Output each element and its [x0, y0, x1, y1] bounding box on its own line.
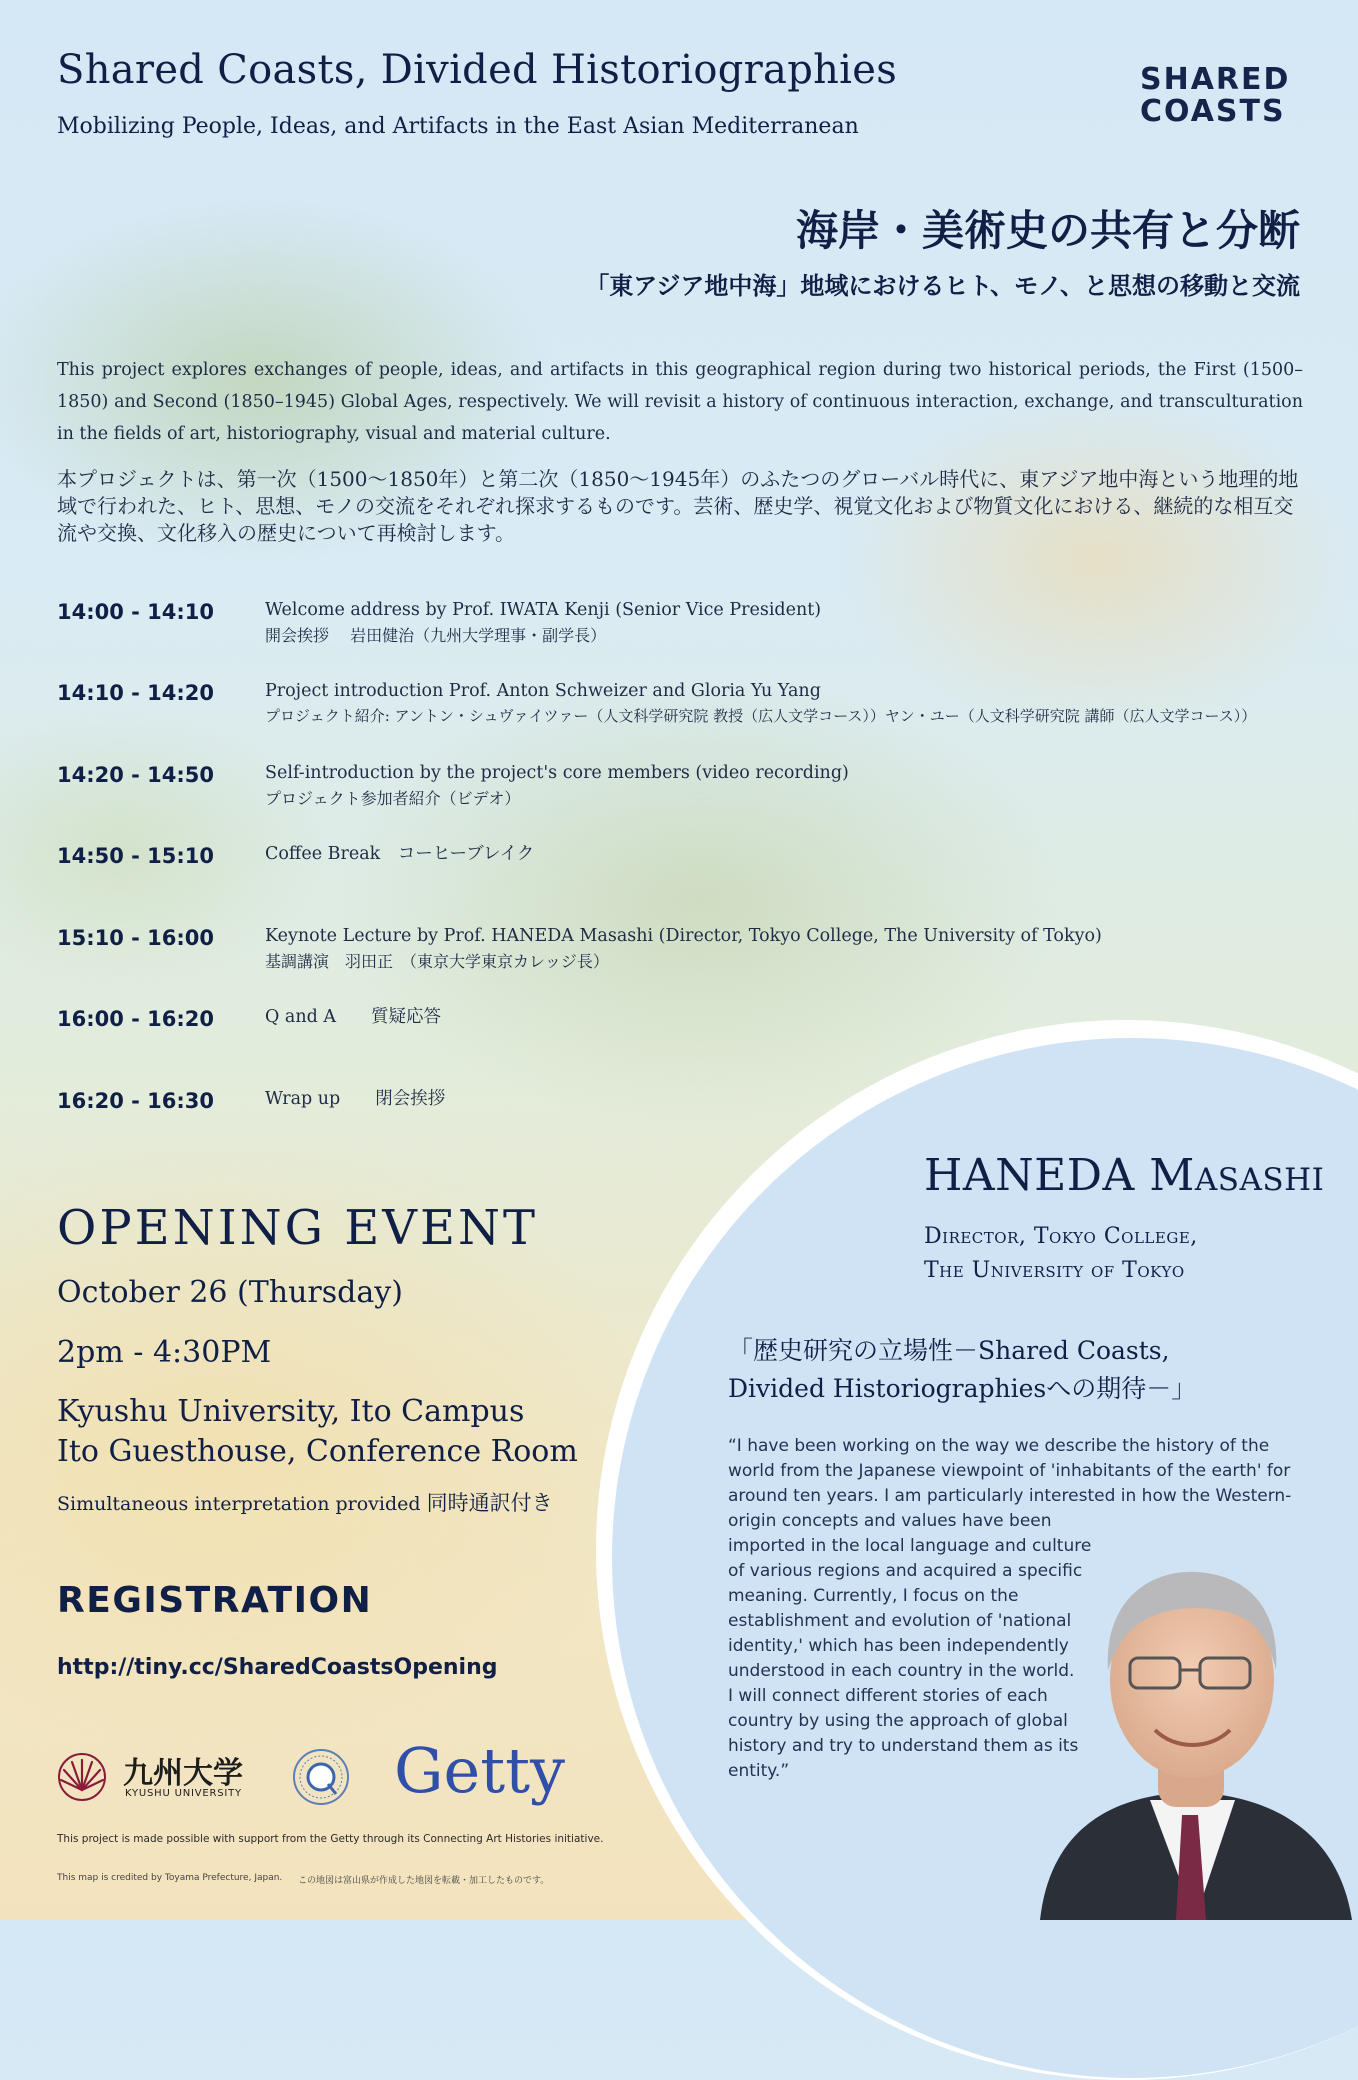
schedule-time: 15:10 - 16:00 [57, 926, 215, 950]
quote-line: I will connect different stories of each [728, 1686, 1048, 1706]
event-time: 2pm - 4:30PM [57, 1335, 272, 1370]
schedule-desc-en: Self-introduction by the project's core members (video recording) [265, 763, 849, 783]
shared-coasts-logo [1140, 64, 1290, 128]
subtitle-ja: 「東アジア地中海」地域におけるヒト、モノ、と思想の移動と交流 [585, 271, 1300, 300]
quote-line: world from the Japanese viewpoint of 'inhabitants of the earth' for [728, 1461, 1291, 1481]
event-date: October 26 (Thursday) [57, 1275, 403, 1310]
schedule-desc [265, 924, 1102, 974]
q-aos-logo-icon [292, 1748, 350, 1806]
event-heading: OPENING EVENT [57, 1200, 539, 1256]
schedule-desc-ja: 開会挨拶 岩田健治（九州大学理事・副学長） [265, 626, 607, 645]
registration-heading: REGISTRATION [57, 1580, 373, 1621]
quote-line: of various regions and acquired a specific [728, 1561, 1083, 1581]
schedule-time: 16:00 - 16:20 [57, 1007, 215, 1031]
intro-en: This project explores exchanges of people, ideas, and artifacts in this geographical region during two historical periods, the First (1500–1850) and Second (1850–1945) Global Ages, respectively. We will revisit a history of continuous interaction, exchange, and transculturation in the fields of art, historiography, visual and material culture. [57, 360, 1303, 444]
quote-line: “I have been working on the way we describe the history of the [728, 1436, 1270, 1456]
schedule-desc-en: Project introduction Prof. Anton Schweizer and Gloria Yu Yang [265, 681, 821, 701]
map-credit-en: This map is credited by Toyama Prefecture, Japan. [57, 1873, 283, 1883]
schedule-desc [265, 679, 1256, 729]
title-en: Shared Coasts, Divided Historiographies [57, 47, 898, 93]
kyushu-university-logo [57, 1748, 257, 1804]
schedule-time: 14:00 - 14:10 [57, 600, 215, 624]
quote-line: meaning. Currently, I focus on the [728, 1586, 1019, 1606]
quote-line: identity,' which has been independently [728, 1636, 1069, 1656]
schedule-desc-ja: プロジェクト参加者紹介（ビデオ） [265, 789, 521, 808]
interpretation-note [57, 1487, 553, 1517]
schedule-desc-ja: プロジェクト紹介: アントン・シュヴァイツァー（人文科学研究院 教授（広人文学コース））ヤン・ユー（人文科学研究院 講師（広人文学コース）） [265, 707, 1257, 725]
schedule-desc-ja: 基調講演 羽田正 （東京大学東京カレッジ長） [265, 952, 609, 971]
speaker-role-line-2: The University of Tokyo [924, 1258, 1185, 1283]
registration-link[interactable]: http://tiny.cc/SharedCoastsOpening [57, 1655, 498, 1680]
schedule-time: 14:50 - 15:10 [57, 844, 215, 868]
schedule-desc [265, 1087, 445, 1112]
schedule-desc [265, 842, 534, 867]
schedule-time: 16:20 - 16:30 [57, 1089, 215, 1113]
map-credit-ja: この地図は富山県が作成した地図を転載・加工したものです。 [298, 1876, 550, 1886]
speaker-name: HANEDA Masashi [924, 1150, 1325, 1201]
interpretation-en: Simultaneous interpretation provided [57, 1493, 421, 1515]
intro-ja: 本プロジェクトは、第一次（1500〜1850年）と第二次（1850〜1945年）のふたつのグローバル時代に、東アジア地中海という地理的地域で行われた、ヒト、思想、モノの交流をそれぞれ探求するものです。芸術、歴史学、視覚文化および物質文化における、継続的な相互交流や交換、文化移入の歴史について再検討します。 [57, 467, 1299, 545]
quote-line: origin concepts and values have been [728, 1511, 1052, 1531]
schedule-desc [265, 761, 849, 811]
event-venue-line-2: Ito Guesthouse, Conference Room [57, 1434, 578, 1469]
schedule-desc-en: Coffee Break コーヒーブレイク [265, 844, 535, 864]
speaker-role [924, 1220, 1198, 1288]
support-note: This project is made possible with support from the Getty through its Connecting Art Histories initiative. [57, 1833, 604, 1845]
schedule-time: 14:20 - 14:50 [57, 763, 215, 787]
talk-title [728, 1332, 1196, 1408]
kyushu-emblem-icon [57, 1752, 107, 1802]
schedule-desc-en: Welcome address by Prof. IWATA Kenji (Senior Vice President) [265, 600, 822, 620]
logo-line-2: COASTS [1140, 94, 1286, 129]
interpretation-ja: 同時通訳付き [426, 1491, 553, 1515]
quote-line: country by using the approach of global [728, 1711, 1068, 1731]
getty-logo: Getty [394, 1734, 566, 1807]
schedule-desc-en: Q and A 質疑応答 [265, 1007, 442, 1027]
speaker-role-line-1: Director, Tokyo College, [924, 1224, 1198, 1249]
kyushu-name-ja: 九州大学 [123, 1756, 243, 1791]
quote-line: around ten years. I am particularly interested in how the Western- [728, 1486, 1292, 1506]
talk-title-line-2: Divided Historiographiesへの期待－」 [728, 1374, 1197, 1403]
kyushu-name-en: KYUSHU UNIVERSITY [125, 1788, 242, 1799]
title-ja: 海岸・美術史の共有と分断 [795, 206, 1300, 255]
quote-line: imported in the local language and culture [728, 1536, 1092, 1556]
schedule-desc [265, 598, 821, 648]
logo-line-1: SHARED [1140, 62, 1291, 97]
talk-title-line-1: 「歴史研究の立場性－Shared Coasts, [728, 1336, 1170, 1365]
event-venue [57, 1392, 578, 1472]
quote-line: understood in each country in the world. [728, 1661, 1075, 1681]
speaker-portrait [1030, 1530, 1358, 1920]
schedule-desc-en: Keynote Lecture by Prof. HANEDA Masashi (Director, Tokyo College, The University of Tokyo) [265, 926, 1102, 946]
schedule-time: 14:10 - 14:20 [57, 681, 215, 705]
subtitle-en: Mobilizing People, Ideas, and Artifacts in the East Asian Mediterranean [57, 114, 859, 139]
quote-line: history and try to understand them as its [728, 1736, 1079, 1756]
quote-line: entity.” [728, 1761, 790, 1781]
quote-line: establishment and evolution of 'national [728, 1611, 1072, 1631]
event-venue-line-1: Kyushu University, Ito Campus [57, 1394, 525, 1429]
schedule-desc-en: Wrap up 閉会挨拶 [265, 1089, 446, 1109]
schedule-desc [265, 1005, 441, 1030]
